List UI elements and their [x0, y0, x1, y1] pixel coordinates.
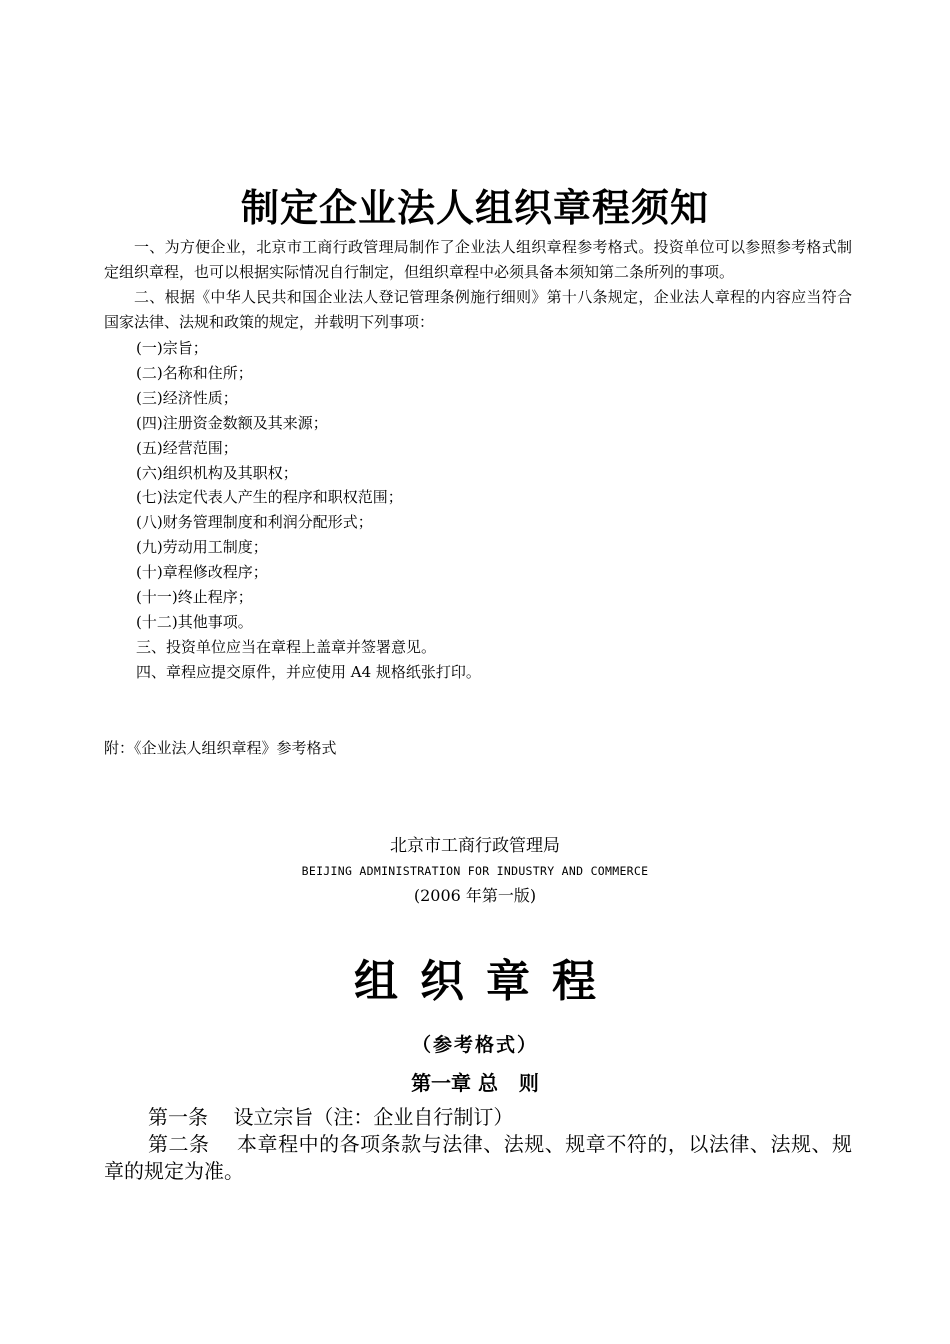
chapter-heading: 第一章 总 则 [411, 1071, 539, 1095]
list-item: (十)章程修改程序； [136, 563, 268, 582]
required-items-list [136, 336, 836, 685]
reference-format-label: （参考格式） [411, 1034, 538, 1056]
notice-paragraph-1: 一、为方便企业，北京市工商行政管理局制作了企业法人组织章程参考格式。投资单位可以参照参考格式制定组织章程，也可以根据实际情况自行制定，但组织章程中必须具备本须知第二条所列的事项。 [104, 238, 852, 281]
charter-title: 组织章程 [354, 956, 618, 1007]
agency-name-en: BEIJING ADMINISTRATION FOR INDUSTRY AND COMMERCE [301, 864, 649, 878]
notice-title: 制定企业法人组织章程须知 [240, 185, 709, 230]
list-item: (三)经济性质； [136, 388, 238, 407]
list-item: (六)组织机构及其职权； [136, 463, 298, 482]
list-item: (四)注册资金数额及其来源； [136, 413, 328, 432]
article-2-text: 本章程中的各项条款与法律、法规、规章不符的，以法律、法规、规章的规定为准。 [104, 1132, 852, 1183]
list-item: (一)宗旨； [136, 339, 208, 357]
article-1 [104, 1104, 852, 1131]
edition-label: (2006 年第一版) [413, 886, 537, 905]
notice-paragraph-2: 二、根据《中华人民共和国企业法人登记管理条例施行细则》第十八条规定，企业法人章程的内容应当符合国家法律、法规和政策的规定，并载明下列事项： [104, 288, 852, 331]
article-1-text: 设立宗旨（注：企业自行制订） [233, 1105, 514, 1129]
list-item: (五)经营范围； [136, 438, 238, 457]
article-1-label: 第一条 [148, 1105, 208, 1129]
list-item: (九)劳动用工制度； [136, 538, 268, 557]
list-item: (十一)终止程序； [136, 588, 253, 607]
article-2 [104, 1131, 852, 1185]
article-2-label: 第二条 [148, 1132, 210, 1156]
list-item: (二)名称和住所； [136, 363, 253, 382]
attachment-note: 附：《企业法人组织章程》参考格式 [104, 739, 337, 757]
list-item: (十二)其他事项。 [136, 612, 253, 631]
list-item: 四、章程应提交原件，并应使用 A4 规格纸张打印。 [136, 662, 481, 681]
agency-name-cn: 北京市工商行政管理局 [390, 836, 560, 856]
list-item: (八)财务管理制度和利润分配形式； [136, 513, 373, 532]
list-item: 三、投资单位应当在章程上盖章并签署意见。 [136, 637, 437, 656]
list-item: (七)法定代表人产生的程序和职权范围； [136, 488, 403, 507]
